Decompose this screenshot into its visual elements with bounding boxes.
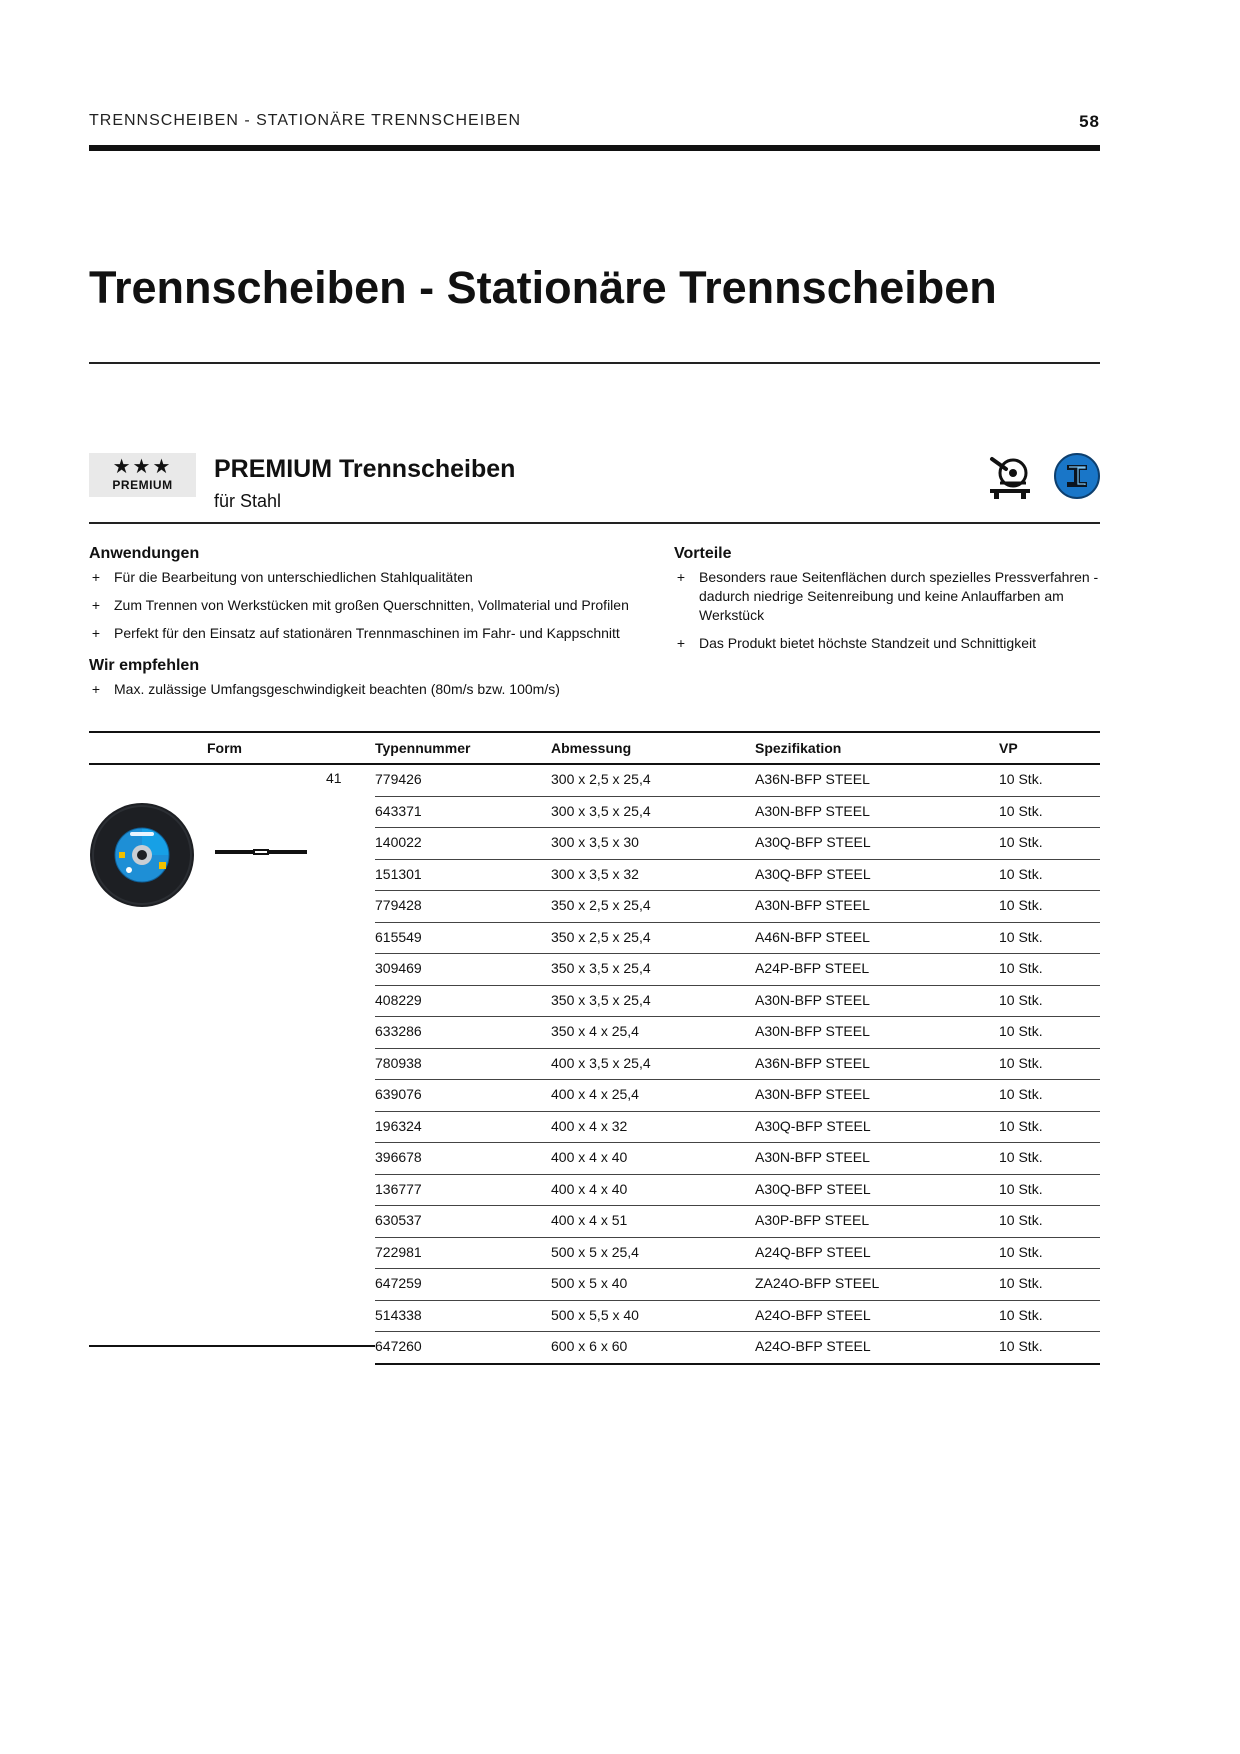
cell-spezifikation: A36N-BFP STEEL (755, 771, 870, 787)
header-rule (89, 145, 1100, 151)
table-row (375, 954, 1100, 986)
list-item: + Perfekt für den Einsatz auf stationären Trennmaschinen im Fahr- und Kappschnitt (89, 624, 669, 643)
cell-vp: 10 Stk. (999, 928, 1043, 945)
cell-typennummer: 779428 (375, 897, 422, 913)
list-item: + Max. zulässige Umfangsgeschwindigkeit beachten (80m/s bzw. 100m/s) (89, 680, 669, 699)
cell-spezifikation: A24Q-BFP STEEL (755, 1243, 871, 1260)
table-row (375, 797, 1100, 829)
badge-label: PREMIUM (112, 478, 173, 492)
cell-typennummer: 630537 (375, 1212, 422, 1228)
cell-abmessung: 500 x 5,5 x 40 (551, 1306, 639, 1323)
list-item: + Besonders raue Seitenflächen durch spezielles Pressverfahren - dadurch niedrige Seitenreibung und keine Anlauffarben am Werkstück (674, 568, 1100, 625)
list-item: + Das Produkt bietet höchste Standzeit und Schnittigkeit (674, 634, 1100, 653)
cell-spezifikation: A24P-BFP STEEL (755, 960, 870, 976)
plus-bullet-icon: + (91, 569, 101, 585)
cell-spezifikation: A30Q-BFP STEEL (755, 865, 871, 882)
table-row (375, 1017, 1100, 1049)
cell-typennummer: 780938 (375, 1054, 422, 1071)
cell-abmessung: 350 x 4 x 25,4 (551, 1023, 639, 1039)
cell-vp: 10 Stk. (999, 897, 1043, 913)
cell-spezifikation: A30N-BFP STEEL (755, 1086, 870, 1102)
form-number: 41 (326, 770, 342, 786)
anwendungen-list (89, 568, 669, 652)
product-title: PREMIUM Trennscheiben (214, 455, 516, 483)
cell-abmessung: 350 x 3,5 x 25,4 (551, 960, 651, 976)
star-rating-icon: ★★★ (112, 456, 173, 478)
cell-typennummer: 151301 (375, 865, 422, 882)
cell-vp: 10 Stk. (999, 991, 1043, 1008)
cell-vp: 10 Stk. (999, 1243, 1043, 1260)
cell-typennummer: 647260 (375, 1338, 422, 1354)
cell-abmessung: 400 x 4 x 51 (551, 1212, 628, 1228)
cell-abmessung: 400 x 4 x 25,4 (551, 1086, 639, 1102)
cell-typennummer: 140022 (375, 834, 422, 850)
table-row (375, 828, 1100, 860)
product-subtitle: für Stahl (214, 491, 282, 511)
cell-abmessung: 350 x 2,5 x 25,4 (551, 928, 651, 945)
cell-vp: 10 Stk. (999, 1054, 1043, 1071)
list-item: + Für die Bearbeitung von unterschiedlichen Stahlqualitäten (89, 568, 669, 587)
cell-spezifikation: A46N-BFP STEEL (755, 928, 870, 945)
cell-spezifikation: A30N-BFP STEEL (755, 897, 870, 913)
cell-vp: 10 Stk. (999, 1149, 1043, 1165)
cell-typennummer: 514338 (375, 1306, 422, 1323)
plus-bullet-icon: + (91, 625, 101, 641)
table-row (375, 1238, 1100, 1270)
table-body (375, 765, 1100, 1365)
wir-empfehlen-list (89, 680, 669, 708)
cell-typennummer: 196324 (375, 1117, 422, 1134)
page-number: 58 (1079, 112, 1100, 131)
cell-abmessung: 350 x 3,5 x 25,4 (551, 991, 651, 1008)
running-header (89, 112, 1100, 134)
cell-vp: 10 Stk. (999, 771, 1043, 787)
cell-vp: 10 Stk. (999, 1023, 1043, 1039)
cell-typennummer: 309469 (375, 960, 422, 976)
cell-spezifikation: A30N-BFP STEEL (755, 1149, 870, 1165)
cell-vp: 10 Stk. (999, 960, 1043, 976)
cell-vp: 10 Stk. (999, 1212, 1043, 1228)
cell-typennummer: 722981 (375, 1243, 422, 1260)
table-bottom-rule (89, 1345, 375, 1347)
cell-abmessung: 500 x 5 x 25,4 (551, 1243, 639, 1260)
cell-abmessung: 300 x 3,5 x 32 (551, 865, 639, 882)
plus-bullet-icon: + (676, 635, 686, 651)
cell-abmessung: 300 x 2,5 x 25,4 (551, 771, 651, 787)
table-row (375, 923, 1100, 955)
column-header-spezifikation: Spezifikation (755, 740, 842, 756)
cell-typennummer: 779426 (375, 771, 422, 787)
plus-bullet-icon: + (91, 597, 101, 613)
cell-spezifikation: ZA24O-BFP STEEL (755, 1275, 880, 1291)
column-header-vp: VP (999, 740, 1018, 756)
cell-vp: 10 Stk. (999, 1275, 1043, 1291)
table-row (375, 765, 1100, 797)
table-row (375, 1175, 1100, 1207)
cell-abmessung: 300 x 3,5 x 25,4 (551, 802, 651, 819)
table-header (89, 733, 1100, 764)
cell-typennummer: 643371 (375, 802, 422, 819)
product-rule (89, 522, 1100, 524)
cell-spezifikation: A30N-BFP STEEL (755, 991, 870, 1008)
table-row (375, 986, 1100, 1018)
cell-abmessung: 350 x 2,5 x 25,4 (551, 897, 651, 913)
cell-abmessung: 600 x 6 x 60 (551, 1338, 628, 1354)
cell-abmessung: 400 x 3,5 x 25,4 (551, 1054, 651, 1071)
cell-typennummer: 615549 (375, 928, 422, 945)
cell-vp: 10 Stk. (999, 1338, 1043, 1354)
plus-bullet-icon: + (676, 569, 686, 585)
column-header-form: Form (207, 740, 242, 756)
stationary-cutoff-saw-icon (986, 453, 1034, 501)
cell-spezifikation: A30P-BFP STEEL (755, 1212, 870, 1228)
disc-profile-icon (215, 849, 307, 855)
table-row (375, 891, 1100, 923)
cell-typennummer: 639076 (375, 1086, 422, 1102)
cell-spezifikation: A30Q-BFP STEEL (755, 834, 871, 850)
wir-empfehlen-heading: Wir empfehlen (89, 657, 200, 674)
table-row (375, 1269, 1100, 1301)
cell-vp: 10 Stk. (999, 1117, 1043, 1134)
vorteile-list (674, 568, 1100, 662)
cell-vp: 10 Stk. (999, 1306, 1043, 1323)
table-row (375, 1080, 1100, 1112)
form-cell (89, 765, 365, 1336)
cell-abmessung: 400 x 4 x 40 (551, 1149, 628, 1165)
table-row (375, 1112, 1100, 1144)
cell-typennummer: 136777 (375, 1180, 422, 1197)
cell-typennummer: 408229 (375, 991, 422, 1008)
cell-abmessung: 300 x 3,5 x 30 (551, 834, 639, 850)
cell-abmessung: 400 x 4 x 40 (551, 1180, 628, 1197)
cell-spezifikation: A24O-BFP STEEL (755, 1338, 871, 1354)
cell-typennummer: 633286 (375, 1023, 422, 1039)
cell-spezifikation: A36N-BFP STEEL (755, 1054, 870, 1071)
table-row (375, 1301, 1100, 1333)
cell-typennummer: 396678 (375, 1149, 422, 1165)
table-row (375, 1049, 1100, 1081)
cell-spezifikation: A30Q-BFP STEEL (755, 1180, 871, 1197)
column-header-abmessung: Abmessung (551, 740, 632, 756)
cell-typennummer: 647259 (375, 1275, 422, 1291)
catalog-page (89, 0, 1100, 1754)
cell-vp: 10 Stk. (999, 834, 1043, 850)
cell-spezifikation: A30Q-BFP STEEL (755, 1117, 871, 1134)
cell-spezifikation: A30N-BFP STEEL (755, 802, 870, 819)
title-rule (89, 362, 1100, 364)
cell-vp: 10 Stk. (999, 1086, 1043, 1102)
table-row (375, 1143, 1100, 1175)
plus-bullet-icon: + (91, 681, 101, 697)
cell-abmessung: 400 x 4 x 32 (551, 1117, 628, 1134)
cell-vp: 10 Stk. (999, 865, 1043, 882)
cell-spezifikation: A24O-BFP STEEL (755, 1306, 871, 1323)
anwendungen-heading: Anwendungen (89, 545, 200, 562)
table-row (375, 1332, 1100, 1365)
table-row (375, 860, 1100, 892)
cell-vp: 10 Stk. (999, 802, 1043, 819)
steel-material-icon (1054, 453, 1100, 499)
cell-abmessung: 500 x 5 x 40 (551, 1275, 628, 1291)
cell-spezifikation: A30N-BFP STEEL (755, 1023, 870, 1039)
cell-vp: 10 Stk. (999, 1180, 1043, 1197)
premium-badge (89, 453, 196, 497)
page-title: Trennscheiben - Stationäre Trennscheiben (89, 262, 997, 313)
cutting-disc-image (89, 802, 195, 908)
table-row (375, 1206, 1100, 1238)
vorteile-heading: Vorteile (674, 545, 732, 562)
list-item: + Zum Trennen von Werkstücken mit großen Querschnitten, Vollmaterial und Profilen (89, 596, 669, 615)
column-header-typennummer: Typennummer (375, 740, 471, 756)
running-title: TRENNSCHEIBEN - STATIONÄRE TRENNSCHEIBEN (89, 112, 522, 129)
